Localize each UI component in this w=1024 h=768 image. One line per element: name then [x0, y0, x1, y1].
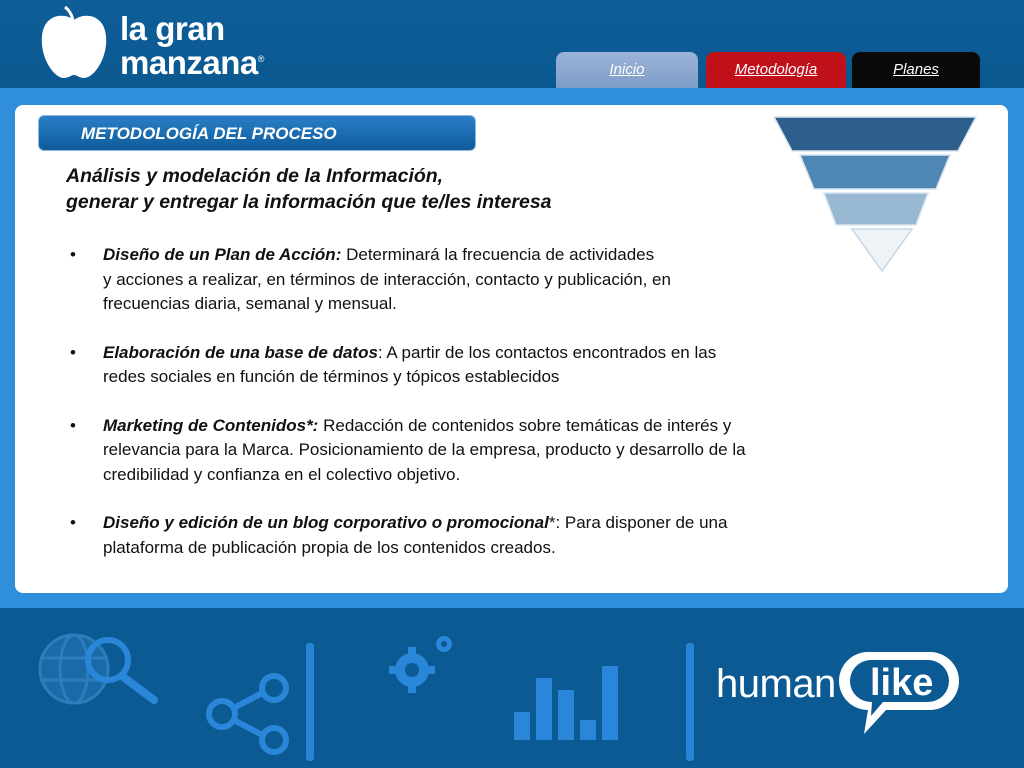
- divider-line: [306, 643, 314, 761]
- globe-search-icon: [36, 632, 160, 706]
- brand-line-1: la gran: [120, 10, 225, 47]
- bullet-text: Determinará la frecuencia de actividades y acciones a realizar, en términos de interacción, contacto y publicación, en frecuencias diaria, semanal y mensual.: [103, 245, 671, 313]
- bullet-label: Diseño y edición de un blog corporativo o promocional: [103, 513, 549, 532]
- bullet-text: Redacción de contenidos sobre temáticas de interés y relevancia para la Marca. Posicionamiento de la empresa, producto y desarrollo de la credibilidad y confianza en el colectivo objetivo.: [103, 415, 746, 484]
- tab-planes[interactable]: Planes: [852, 52, 980, 88]
- list-item: [66, 511, 866, 560]
- bullet-list: [66, 243, 866, 584]
- tab-inicio[interactable]: Inicio: [556, 52, 698, 88]
- tab-metodologia[interactable]: Metodología: [706, 52, 846, 88]
- bar-chart-icon: [514, 666, 618, 740]
- list-item: [66, 341, 866, 390]
- subtitle-line-2: generar y entregar la información que te/les interesa: [66, 191, 552, 213]
- section-header: [38, 115, 476, 151]
- subtitle-line-1: Análisis y modelación de la Información,: [66, 165, 444, 187]
- brand-line-2: manzana: [120, 44, 258, 81]
- divider-line: [686, 643, 694, 761]
- bullet-text: : A partir de los contactos encontrados en las redes sociales en función de términos y tópicos establecidos: [103, 342, 717, 386]
- bullet-label: Marketing de Contenidos*:: [103, 415, 319, 435]
- gears-icon: [388, 632, 458, 694]
- share-network-icon: [204, 672, 294, 756]
- list-item: [66, 414, 866, 488]
- section-subtitle: [66, 163, 552, 215]
- bullet-label: Elaboración de una base de datos: [103, 342, 378, 362]
- brand-logo-text: [120, 10, 264, 81]
- section-title: METODOLOGÍA DEL PROCESO: [81, 124, 337, 143]
- registered-mark: ®: [257, 54, 264, 64]
- bullet-text: *: Para disponer de una plataforma de publicación propia de los contenidos creados.: [103, 513, 728, 557]
- humanlike-brand-text: human: [716, 662, 836, 706]
- humanlike-like-text: like: [870, 662, 934, 704]
- list-item: [66, 243, 866, 317]
- apple-logo-icon: [38, 6, 110, 80]
- bullet-label: Diseño de un Plan de Acción:: [103, 245, 342, 264]
